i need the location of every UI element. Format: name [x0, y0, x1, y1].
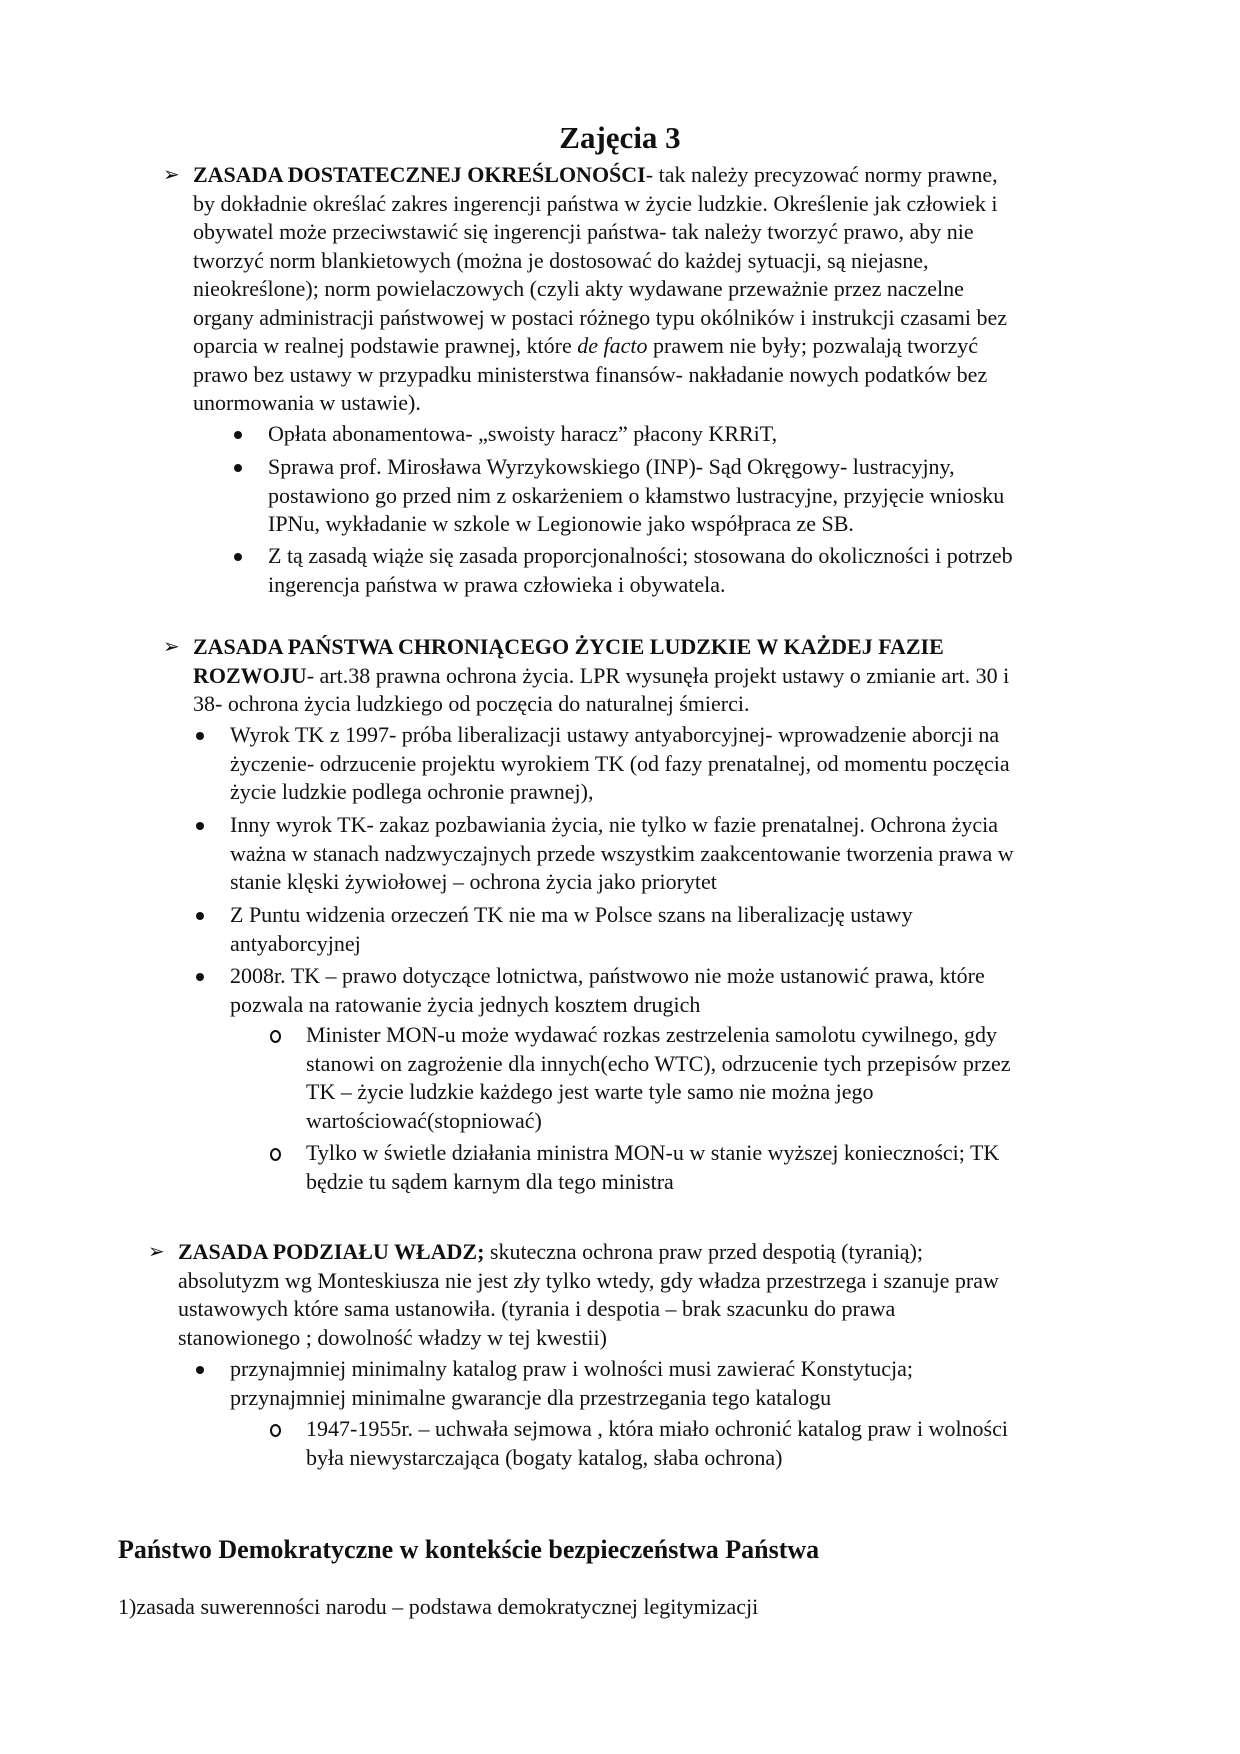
text-line	[230, 750, 1010, 779]
document-title: Zajęcia 3	[559, 120, 681, 155]
list-item	[306, 1415, 1008, 1472]
list-item	[230, 811, 1014, 897]
text-line	[178, 1295, 999, 1324]
text-line	[268, 482, 1004, 511]
text-run: Inny wyrok TK- zakaz pozbawiania życia, nie tylko w fazie prenatalnej. Ochrona życia	[230, 812, 999, 837]
text-run: antyaborcyjnej	[230, 930, 361, 956]
text-run: 1947-1955r. – uchwała sejmowa , która miało ochronić katalog praw i wolności	[306, 1416, 1008, 1441]
text-run: stanowionego ; dowolność władzy w tej kwestii)	[178, 1324, 607, 1350]
text-run: Wyrok TK z 1997- próba liberalizacji ustawy antyaborcyjnej- wprowadzenie aborcji na	[230, 722, 1000, 747]
text-line	[178, 1324, 999, 1353]
text-line	[230, 721, 1010, 750]
text-run: Minister MON-u może wydawać rozkas zestrzelenia samolotu cywilnego, gdy	[306, 1022, 997, 1047]
principle-item	[193, 633, 1009, 719]
text-run: wartościować(stopniować)	[306, 1107, 542, 1133]
bold-text: ZASADA PAŃSTWA CHRONIĄCEGO ŻYCIE LUDZKIE W KAŻDEJ FAZIE	[193, 634, 944, 659]
text-line	[193, 633, 1009, 662]
text-run: obywatel może przeciwstawić się ingerencji państwa- tak należy tworzyć prawo, aby nie	[193, 219, 974, 244]
text-run: Tylko w świetle działania ministra MON-u w stanie wyższej konieczności; TK	[306, 1140, 1000, 1165]
text-run: 38- ochrona życia ludzkiego od poczęcia do naturalnej śmierci.	[193, 691, 750, 716]
text-run: skuteczna ochrona praw przed despotią (tyranią);	[484, 1239, 924, 1264]
text-run: przynajmniej minimalny katalog praw i wolności musi zawierać Konstytucja;	[230, 1356, 914, 1381]
bullet-dot-icon	[234, 464, 242, 472]
text-line	[230, 868, 1014, 897]
text-run: oparcia w realnej podstawie prawnej, które	[193, 333, 578, 358]
bold-text: ZASADA PODZIAŁU WŁADZ;	[178, 1239, 485, 1264]
text-run: - tak należy precyzować normy prawne,	[645, 162, 998, 187]
text-line	[268, 510, 1004, 539]
list-item	[230, 721, 1010, 807]
text-line	[193, 332, 1007, 361]
text-run: - art.38 prawna ochrona życia. LPR wysunęła projekt ustawy o zmianie art. 30 i	[306, 662, 1010, 688]
text-run: Opłata abonamentowa- „swoisty haracz” płacony KRRiT,	[268, 421, 778, 446]
bullet-dot-icon	[196, 822, 204, 830]
text-run: postawiono go przed nim z oskarżeniem o kłamstwo lustracyjne, przyjęcie wniosku	[268, 482, 1005, 508]
text-run: Z tą zasadą wiąże się zasada proporcjonalności; stosowana do okoliczności i potrzeb	[268, 543, 1013, 568]
text-run: stanie klęski żywiołowej – ochrona życia jako priorytet	[230, 869, 717, 894]
text-run: ustawowych które sama ustanowiła. (tyrania i despotia – brak szacunku do prawa	[178, 1296, 896, 1321]
text-line	[193, 218, 1007, 247]
bullet-dot-icon	[196, 1366, 204, 1374]
text-line	[193, 389, 1007, 418]
text-run: IPNu, wykładanie w szkole w Legionowie jako współpraca ze SB.	[268, 511, 854, 536]
bullet-dot-icon	[234, 431, 242, 439]
text-line	[306, 1107, 1011, 1136]
text-run: nieokreślone); norm powielaczowych (czyli akty wydawane przeważnie przez naczelne	[193, 276, 964, 301]
text-run: życie ludzkie podlega ochronie prawnej),	[230, 779, 594, 804]
text-line	[178, 1267, 999, 1296]
text-run: unormowania w ustawie).	[193, 390, 421, 415]
text-line	[230, 778, 1010, 807]
text-line	[230, 840, 1014, 869]
text-line	[230, 930, 913, 959]
bullet-dot-icon	[234, 553, 242, 561]
text-line	[268, 571, 1013, 600]
list-item	[306, 1021, 1011, 1135]
text-line	[230, 991, 985, 1020]
text-line	[193, 275, 1007, 304]
italic-text: de facto	[577, 333, 648, 358]
bullet-dot-icon	[196, 973, 204, 981]
text-run: prawem nie były; pozwalają tworzyć	[647, 333, 978, 358]
bullet-circle-icon	[270, 1148, 281, 1161]
text-run: 2008r. TK – prawo dotyczące lotnictwa, państwowo nie może ustanowić prawa, które	[230, 963, 985, 988]
text-line	[230, 901, 913, 930]
section-heading: Państwo Demokratyczne w kontekście bezpieczeństwa Państwa	[118, 1535, 820, 1564]
text-line	[268, 453, 1004, 482]
text-line	[306, 1168, 999, 1197]
text-line	[193, 361, 1007, 390]
arrow-bullet-icon: ➢	[163, 164, 180, 186]
bullet-dot-icon	[196, 732, 204, 740]
text-line	[178, 1238, 999, 1267]
list-item	[268, 542, 1013, 599]
text-line	[193, 247, 1007, 276]
text-line	[306, 1078, 1011, 1107]
bold-text: ROZWOJU	[193, 662, 307, 688]
text-run: była niewystarczająca (bogaty katalog, słaba ochrona)	[306, 1444, 783, 1470]
bold-text: ZASADA DOSTATECZNEJ OKREŚLONOŚCI	[193, 162, 646, 187]
text-line	[306, 1415, 1008, 1444]
list-item	[230, 901, 913, 958]
list-item	[268, 420, 777, 449]
text-line	[193, 690, 1009, 719]
text-run: pozwala na ratowanie życia jednych kosztem drugich	[230, 991, 701, 1017]
text-line	[193, 304, 1007, 333]
list-item	[230, 1355, 913, 1412]
bullet-circle-icon	[270, 1030, 281, 1043]
text-line	[306, 1444, 1008, 1473]
text-line	[306, 1021, 1011, 1050]
text-line	[230, 1355, 913, 1384]
text-run: by dokładnie określać zakres ingerencji państwa w życie ludzkie. Określenie jak człowiek i	[193, 190, 998, 216]
text-run: przynajmniej minimalne gwarancje dla przestrzegania tego katalogu	[230, 1384, 832, 1410]
list-item	[268, 453, 1004, 539]
text-run: życzenie- odrzucenie projektu wyrokiem TK (od fazy prenatalnej, od momentu poczęcia	[230, 750, 1010, 776]
text-line	[268, 542, 1013, 571]
text-run: będzie tu sądem karnym dla tego ministra	[306, 1168, 674, 1194]
text-run: ingerencja państwa w prawa człowieka i obywatela.	[268, 571, 726, 597]
arrow-bullet-icon: ➢	[163, 636, 180, 658]
text-line	[193, 161, 1007, 190]
text-line	[230, 962, 985, 991]
text-line	[230, 1384, 913, 1413]
arrow-bullet-icon: ➢	[148, 1241, 165, 1263]
principle-item	[178, 1238, 999, 1352]
text-line	[306, 1050, 1011, 1079]
principle-item	[193, 161, 1007, 418]
text-line	[193, 190, 1007, 219]
text-run: tworzyć norm blankietowych (można je dostosować do każdej sytuacji, są niejasne,	[193, 247, 929, 273]
text-run: Z Puntu widzenia orzeczeń TK nie ma w Polsce szans na liberalizację ustawy	[230, 902, 913, 927]
bullet-circle-icon	[270, 1424, 281, 1437]
text-run: stanowi on zagrożenie dla innych(echo WTC), odrzucenie tych przepisów przez	[306, 1050, 1011, 1076]
text-run: absolutyzm wg Monteskiusza nie jest zły tylko wtedy, gdy władza przestrzega i szanuje praw	[178, 1267, 999, 1293]
text-run: prawo bez ustawy w przypadku ministerstwa finansów- nakładanie nowych podatków bez	[193, 361, 988, 387]
bullet-dot-icon	[196, 912, 204, 920]
text-line	[230, 811, 1014, 840]
numbered-point: 1)zasada suwerenności narodu – podstawa demokratycznej legitymizacji	[118, 1594, 759, 1619]
text-run: TK – życie ludzkie każdego jest warte tyle samo nie można jego	[306, 1079, 874, 1104]
text-run: organy administracji państwowej w postaci różnego typu okólników i instrukcji czasami bez	[193, 304, 1008, 330]
text-line	[306, 1139, 999, 1168]
text-run: ważna w stanach nadzwyczajnych przede wszystkim zaakcentowanie tworzenia prawa w	[230, 840, 1014, 866]
list-item	[306, 1139, 999, 1196]
list-item	[230, 962, 985, 1019]
text-line	[268, 420, 777, 449]
text-run: Sprawa prof. Mirosława Wyrzykowskiego (INP)- Sąd Okręgowy- lustracyjny,	[268, 454, 955, 479]
text-line	[193, 662, 1009, 691]
